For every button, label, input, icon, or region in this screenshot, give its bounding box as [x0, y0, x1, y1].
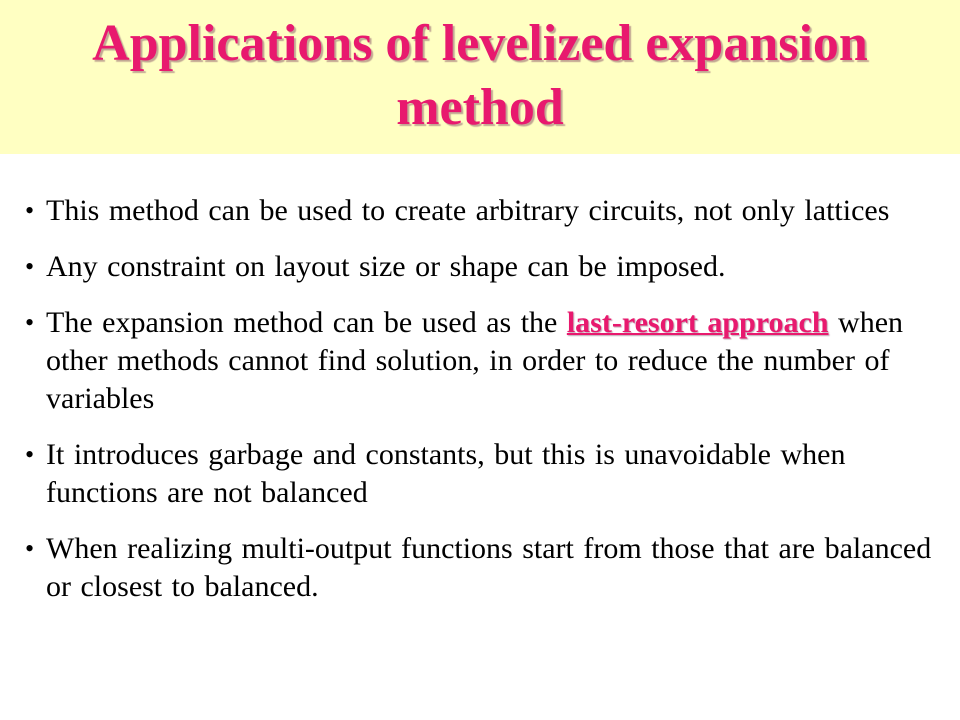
bullet-text-1: This method can be used to create arbitrary circuits, not only lattices: [46, 194, 890, 227]
bullet-marker: •: [25, 196, 35, 225]
bullet-item-1: [0, 192, 960, 230]
bullet-marker: •: [25, 534, 35, 563]
bullet-text-5: When realizing multi-output functions start from those that are balanced or closest to balanced.: [46, 532, 932, 603]
last-resort-approach-link[interactable]: last-resort approach: [566, 306, 829, 339]
bullet-text-3-before: The expansion method can be used as the: [46, 306, 567, 339]
bullet-list: [0, 192, 960, 606]
bullet-marker: •: [25, 440, 35, 469]
bullet-item-5: [0, 530, 960, 606]
bullet-text-4: It introduces garbage and constants, but this is unavoidable when functions are not balanced: [46, 438, 846, 509]
bullet-item-2: [0, 248, 960, 286]
bullet-text-3-after: when other methods cannot find solution, in order to reduce the number of variables: [46, 306, 904, 415]
bullet-item-3: [0, 304, 960, 418]
slide-title-line-1: Applications of levelized expansion: [92, 15, 868, 72]
bullet-text-2: Any constraint on layout size or shape can be imposed.: [46, 250, 726, 283]
slide-title-line-2: method: [396, 79, 564, 136]
slide-title: [0, 12, 960, 140]
bullet-marker: •: [25, 252, 35, 281]
bullet-item-4: [0, 436, 960, 512]
bullet-marker: •: [25, 308, 35, 337]
